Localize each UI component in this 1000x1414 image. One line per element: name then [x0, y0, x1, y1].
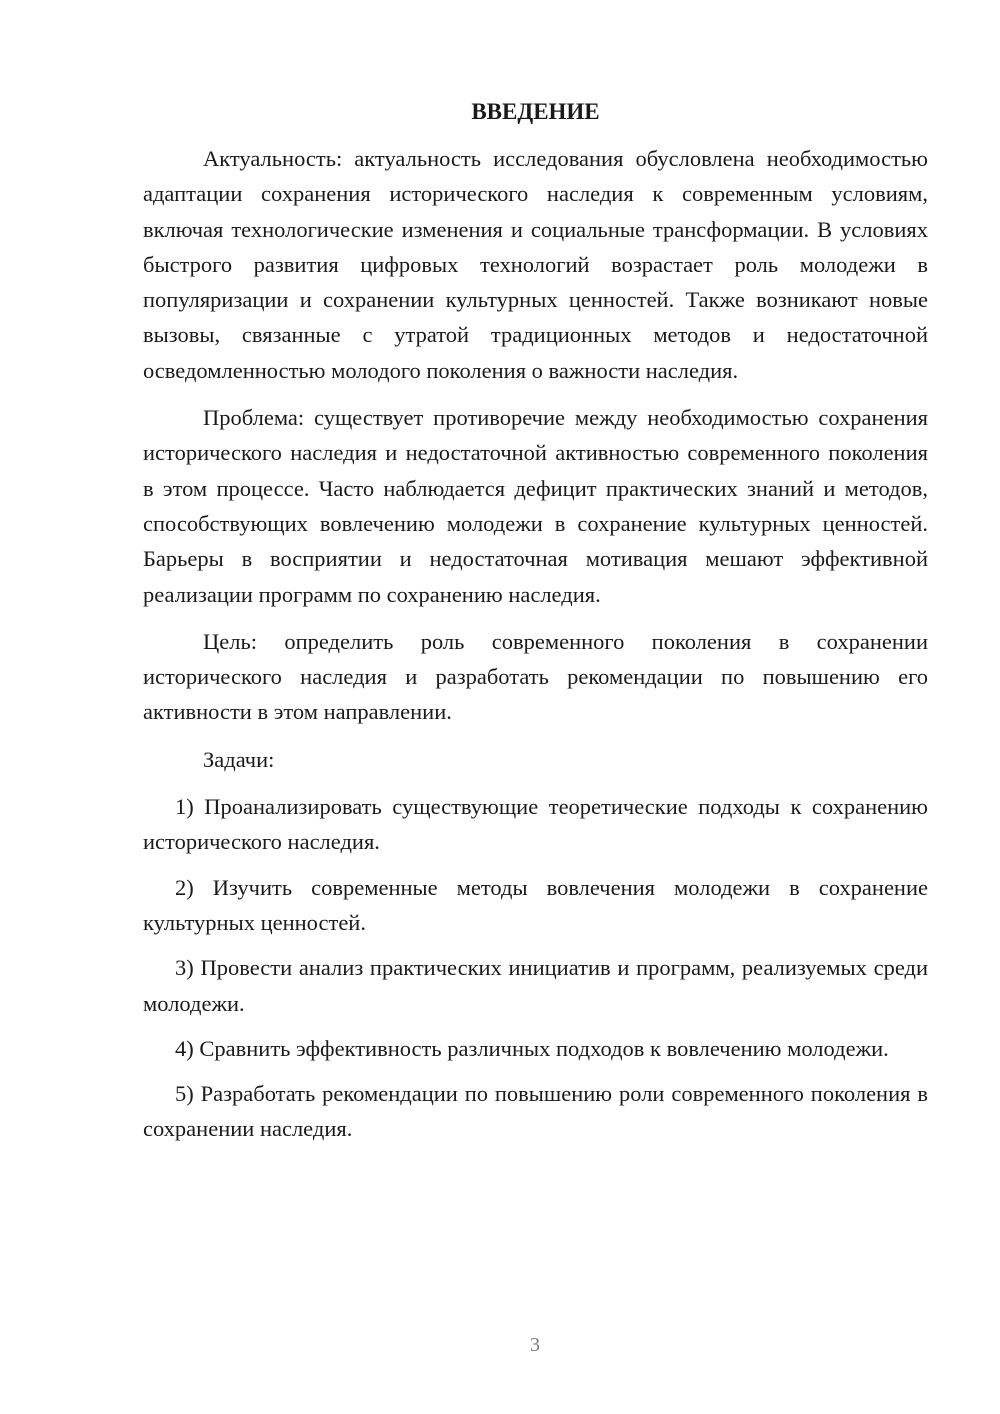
task-item: 3) Провести анализ практических инициатив и программ, реализуемых среди молодежи.	[143, 955, 928, 1016]
task-item: 1) Проанализировать существующие теоретические подходы к сохранению исторического наследия.	[143, 794, 928, 855]
page-content	[143, 94, 928, 1157]
paragraph-goal: Цель: определить роль современного поколения в сохранении исторического наследия и разработать рекомендации по повышению его активности в этом направлении.	[143, 628, 928, 725]
task-item: 5) Разработать рекомендации по повышению роли современного поколения в сохранении наследия.	[143, 1081, 928, 1142]
paragraph-relevance: Актуальность: актуальность исследования обусловлена необходимостью адаптации сохранения исторического наследия к современным условиям, включая технологические изменения и социальные трансформации. В условиях быстрого развития цифровых технологий возрастает роль молодежи в популяризации и сохранении культурных ценностей. Также возникают новые вызовы, связанные с утратой традиционных методов и недостаточной осведомленностью молодого поколения о важности наследия.	[143, 146, 928, 383]
paragraph-problem: Проблема: существует противоречие между необходимостью сохранения исторического наследия и недостаточной активностью современного поколения в этом процессе. Часто наблюдается дефицит практических знаний и методов, способствующих вовлечению молодежи в сохранение культурных ценностей. Барьеры в восприятии и недостаточная мотивация мешают эффективной реализации программ по сохранению наследия.	[143, 405, 928, 607]
task-item: 4) Сравнить эффективность различных подходов к вовлечению молодежи.	[175, 1035, 889, 1061]
tasks-list	[143, 789, 928, 1147]
task-item: 2) Изучить современные методы вовлечения молодежи в сохранение культурных ценностей.	[143, 874, 928, 935]
tasks-label: Задачи:	[203, 746, 275, 772]
page-number: 3	[530, 1334, 540, 1356]
section-title: ВВЕДЕНИЕ	[471, 99, 600, 124]
